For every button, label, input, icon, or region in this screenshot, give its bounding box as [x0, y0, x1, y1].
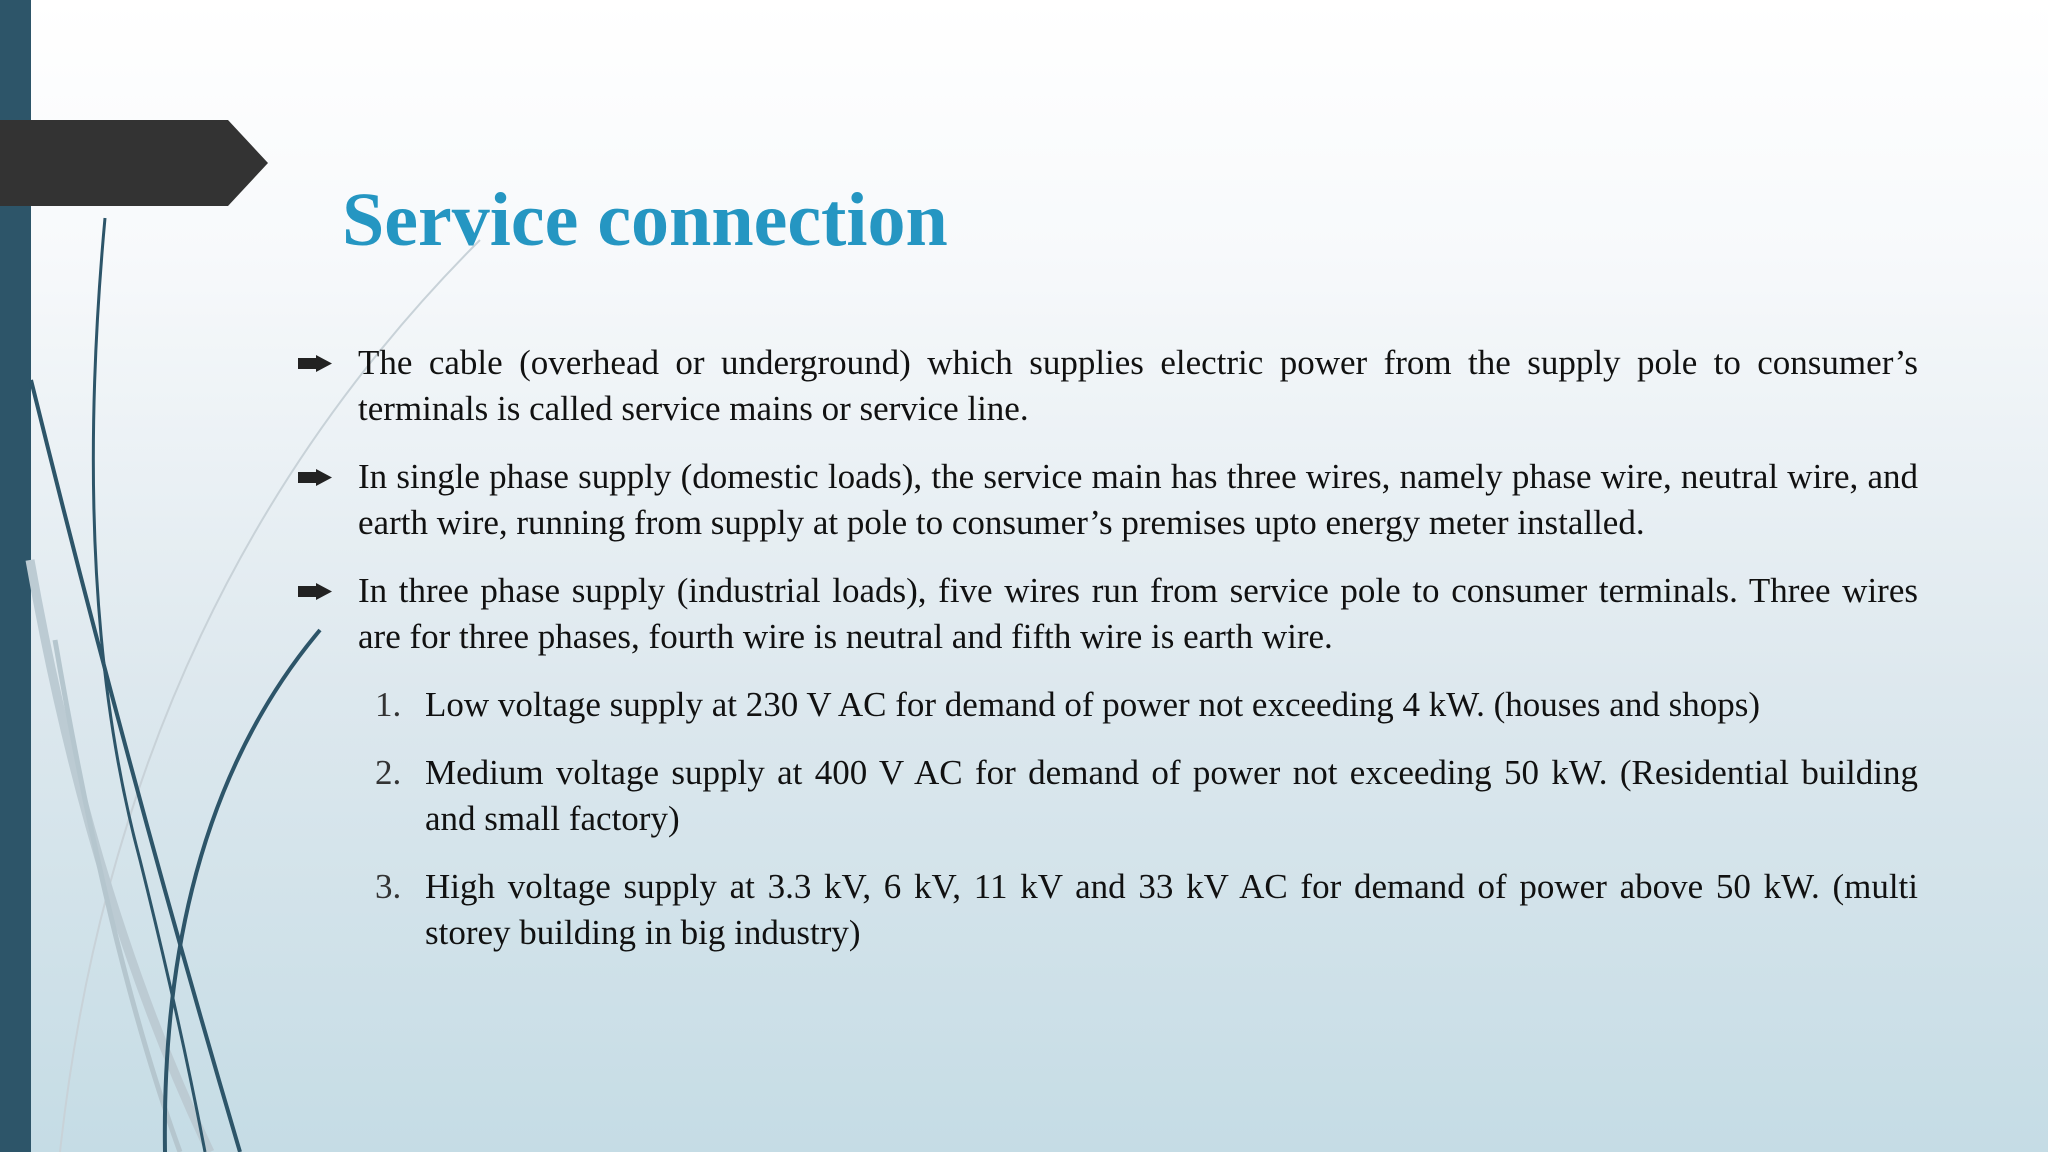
number-marker: 1. [375, 685, 402, 724]
numbered-item [365, 682, 1918, 728]
numbered-text: High voltage supply at 3.3 kV, 6 kV, 11 kV and 33 kV AC for demand of power above 50 kW. (multi storey building in big industry) [425, 867, 1918, 952]
arrow-bullet-icon [298, 583, 332, 600]
slide-content [298, 340, 1918, 978]
number-marker: 2. [375, 753, 402, 792]
arrow-bullet-icon [298, 469, 332, 486]
bullet-item [298, 340, 1918, 432]
slide-title: Service connection [342, 178, 948, 262]
decor-curve-dark-2 [31, 380, 240, 1152]
bullet-item [298, 568, 1918, 660]
arrow-bullet-icon [298, 355, 332, 372]
bullet-text: The cable (overhead or underground) which supplies electric power from the supply pole to consumer’s terminals is called service mains or service line. [358, 343, 1918, 428]
numbered-list [298, 682, 1918, 956]
numbered-text: Low voltage supply at 230 V AC for demand of power not exceeding 4 kW. (houses and shops) [425, 685, 1760, 724]
number-marker: 3. [375, 867, 402, 906]
bullet-text: In single phase supply (domestic loads), the service main has three wires, namely phase wire, neutral wire, and earth wire, running from supply at pole to consumer’s premises upto energy meter installed. [358, 457, 1918, 542]
numbered-text: Medium voltage supply at 400 V AC for demand of power not exceeding 50 kW. (Residential building and small factory) [425, 753, 1918, 838]
numbered-item [365, 864, 1918, 956]
title-tab-arrow [0, 120, 270, 206]
bullet-item [298, 454, 1918, 546]
bullet-text: In three phase supply (industrial loads), five wires run from service pole to consumer terminals. Three wires are for three phases, fourth wire is neutral and fifth wire is earth wire. [358, 571, 1918, 656]
numbered-item [365, 750, 1918, 842]
